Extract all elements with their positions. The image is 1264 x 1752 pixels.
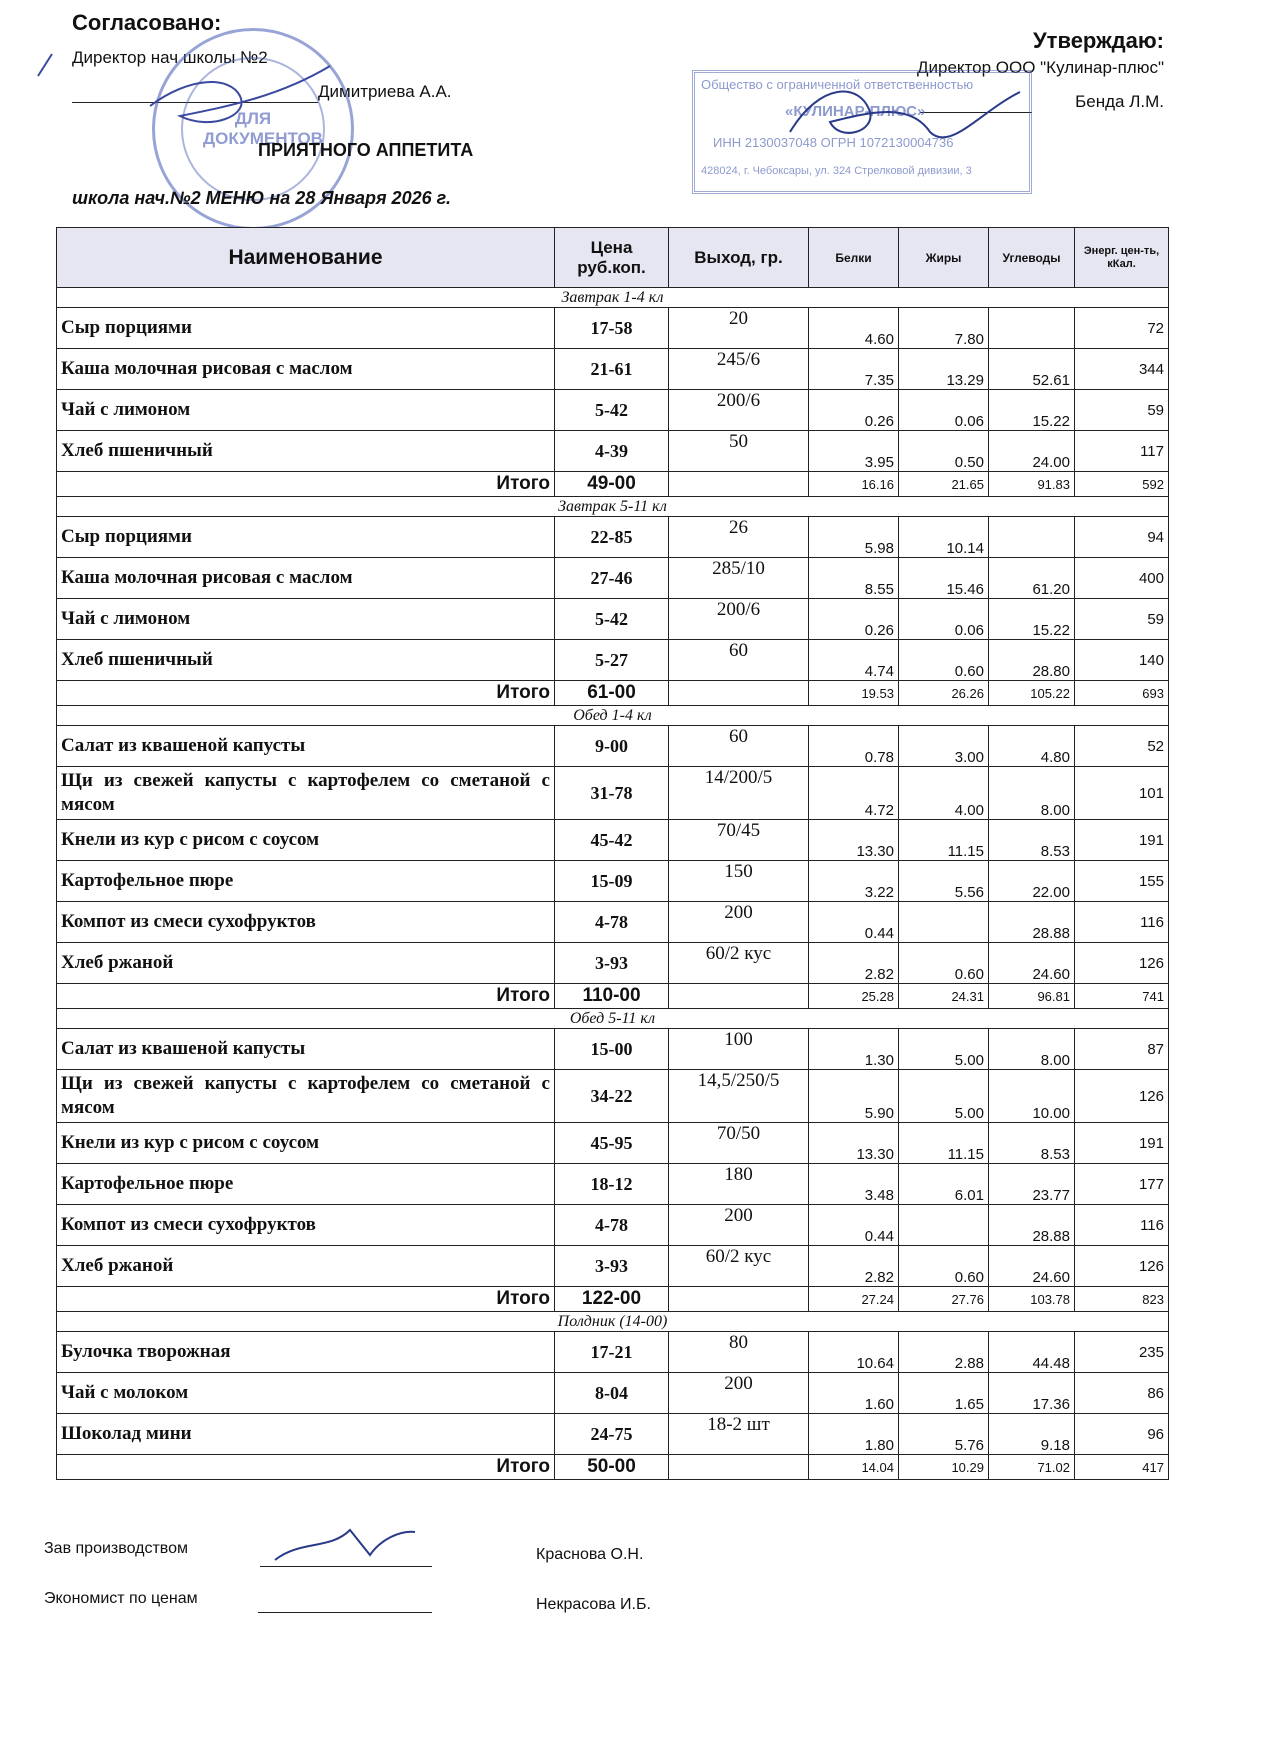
- total-label: Итого: [57, 1455, 555, 1480]
- dish-energy: 116: [1075, 1205, 1169, 1246]
- dish-name: Щи из свежей капусты с картофелем со сметаной с мясом: [57, 767, 555, 820]
- dish-fat: 0.06: [899, 390, 989, 431]
- dish-price: 17-21: [555, 1332, 669, 1373]
- dish-carbs: 28.80: [989, 640, 1075, 681]
- dish-price: 17-58: [555, 308, 669, 349]
- dish-protein: 0.44: [809, 1205, 899, 1246]
- dish-yield: 60/2 кус: [669, 1246, 809, 1287]
- section-header-row: [57, 497, 1169, 517]
- dish-protein: 1.80: [809, 1414, 899, 1455]
- header-protein: Белки: [809, 228, 899, 288]
- approve-title: Утверждаю:: [1033, 28, 1164, 53]
- dish-name: Булочка творожная: [57, 1332, 555, 1373]
- dish-carbs: 23.77: [989, 1164, 1075, 1205]
- dish-yield: 60: [669, 726, 809, 767]
- total-energy: 417: [1075, 1455, 1169, 1480]
- table-row: [57, 558, 1169, 599]
- table-header-row: [57, 228, 1169, 288]
- company-stamp-line-1: Общество с ограниченной ответственностью: [701, 77, 974, 92]
- dish-name: Щи из свежей капусты с картофелем со сметаной с мясом: [57, 1070, 555, 1123]
- dish-fat: [899, 1205, 989, 1246]
- total-carbs: 91.83: [989, 472, 1075, 497]
- dish-protein: 1.30: [809, 1029, 899, 1070]
- table-row: [57, 1332, 1169, 1373]
- dish-fat: 13.29: [899, 349, 989, 390]
- table-row: [57, 1414, 1169, 1455]
- dish-yield: 200: [669, 1205, 809, 1246]
- dish-fat: 4.00: [899, 767, 989, 820]
- total-fat: 24.31: [899, 984, 989, 1009]
- table-row: [57, 390, 1169, 431]
- dish-yield: 60: [669, 640, 809, 681]
- dish-energy: 72: [1075, 308, 1169, 349]
- total-protein: 25.28: [809, 984, 899, 1009]
- dish-carbs: [989, 517, 1075, 558]
- dish-carbs: 8.53: [989, 1123, 1075, 1164]
- dish-protein: 3.95: [809, 431, 899, 472]
- dish-energy: 140: [1075, 640, 1169, 681]
- dish-yield: 180: [669, 1164, 809, 1205]
- dish-fat: 5.00: [899, 1070, 989, 1123]
- dish-protein: 5.90: [809, 1070, 899, 1123]
- dish-price: 45-95: [555, 1123, 669, 1164]
- total-carbs: 105.22: [989, 681, 1075, 706]
- table-row: [57, 861, 1169, 902]
- dish-yield: 70/45: [669, 820, 809, 861]
- dish-price: 34-22: [555, 1070, 669, 1123]
- dish-carbs: 24.00: [989, 431, 1075, 472]
- dish-energy: 101: [1075, 767, 1169, 820]
- dish-fat: 2.88: [899, 1332, 989, 1373]
- dish-name: Картофельное пюре: [57, 861, 555, 902]
- production-label: Зав производством: [44, 1540, 188, 1557]
- total-carbs: 71.02: [989, 1455, 1075, 1480]
- header-name: Наименование: [57, 228, 555, 288]
- dish-price: 21-61: [555, 349, 669, 390]
- dish-fat: 1.65: [899, 1373, 989, 1414]
- section-title: Полдник (14-00): [57, 1312, 1169, 1332]
- total-label: Итого: [57, 472, 555, 497]
- total-price: 110-00: [555, 984, 669, 1009]
- dish-yield: 285/10: [669, 558, 809, 599]
- dish-carbs: 8.00: [989, 767, 1075, 820]
- dish-fat: 3.00: [899, 726, 989, 767]
- dish-carbs: 10.00: [989, 1070, 1075, 1123]
- dish-carbs: 61.20: [989, 558, 1075, 599]
- header-yield: Выход, гр.: [669, 228, 809, 288]
- total-row: [57, 1455, 1169, 1480]
- dish-carbs: 28.88: [989, 1205, 1075, 1246]
- dish-fat: 0.60: [899, 640, 989, 681]
- dish-name: Сыр порциями: [57, 517, 555, 558]
- total-energy: 741: [1075, 984, 1169, 1009]
- dish-price: 22-85: [555, 517, 669, 558]
- dish-price: 3-93: [555, 1246, 669, 1287]
- table-row: [57, 820, 1169, 861]
- dish-price: 15-00: [555, 1029, 669, 1070]
- dish-carbs: 24.60: [989, 1246, 1075, 1287]
- section-header-row: [57, 1009, 1169, 1029]
- dish-name: Шоколад мини: [57, 1414, 555, 1455]
- dish-fat: 0.06: [899, 599, 989, 640]
- table-row: [57, 1070, 1169, 1123]
- dish-protein: 4.74: [809, 640, 899, 681]
- dish-price: 5-42: [555, 390, 669, 431]
- dish-name: Каша молочная рисовая с маслом: [57, 349, 555, 390]
- dish-price: 24-75: [555, 1414, 669, 1455]
- dish-yield: 18-2 шт: [669, 1414, 809, 1455]
- table-row: [57, 1164, 1169, 1205]
- table-row: [57, 599, 1169, 640]
- table-row: [57, 1205, 1169, 1246]
- table-row: [57, 308, 1169, 349]
- section-title: Завтрак 5-11 кл: [57, 497, 1169, 517]
- dish-energy: 52: [1075, 726, 1169, 767]
- table-row: [57, 1029, 1169, 1070]
- menu-table: [56, 227, 1169, 1480]
- dish-yield: 200/6: [669, 599, 809, 640]
- dish-name: Компот из смеси сухофруктов: [57, 902, 555, 943]
- dish-yield: 70/50: [669, 1123, 809, 1164]
- dish-carbs: [989, 308, 1075, 349]
- dish-energy: 117: [1075, 431, 1169, 472]
- dish-price: 4-78: [555, 902, 669, 943]
- dish-energy: 86: [1075, 1373, 1169, 1414]
- total-row: [57, 984, 1169, 1009]
- total-price: 49-00: [555, 472, 669, 497]
- dish-name: Хлеб пшеничный: [57, 640, 555, 681]
- table-row: [57, 1246, 1169, 1287]
- dish-name: Кнели из кур с рисом с соусом: [57, 1123, 555, 1164]
- dish-protein: 5.98: [809, 517, 899, 558]
- agreed-title: Согласовано:: [72, 10, 222, 35]
- dish-energy: 126: [1075, 1246, 1169, 1287]
- table-row: [57, 1373, 1169, 1414]
- dish-name: Каша молочная рисовая с маслом: [57, 558, 555, 599]
- slogan: ПРИЯТНОГО АППЕТИТА: [258, 140, 474, 160]
- total-yield-empty: [669, 1287, 809, 1312]
- dish-carbs: 8.00: [989, 1029, 1075, 1070]
- dish-yield: 20: [669, 308, 809, 349]
- total-energy: 693: [1075, 681, 1169, 706]
- dish-protein: 4.60: [809, 308, 899, 349]
- dish-energy: 126: [1075, 1070, 1169, 1123]
- table-row: [57, 767, 1169, 820]
- dish-name: Чай с лимоном: [57, 599, 555, 640]
- total-label: Итого: [57, 681, 555, 706]
- dish-energy: 191: [1075, 820, 1169, 861]
- dish-yield: 200/6: [669, 390, 809, 431]
- total-row: [57, 1287, 1169, 1312]
- dish-protein: 2.82: [809, 943, 899, 984]
- dish-fat: 0.60: [899, 943, 989, 984]
- dish-fat: 0.60: [899, 1246, 989, 1287]
- dish-energy: 235: [1075, 1332, 1169, 1373]
- header-fat: Жиры: [899, 228, 989, 288]
- table-row: [57, 640, 1169, 681]
- dish-protein: 2.82: [809, 1246, 899, 1287]
- dish-price: 27-46: [555, 558, 669, 599]
- dish-name: Кнели из кур с рисом с соусом: [57, 820, 555, 861]
- dish-yield: 50: [669, 431, 809, 472]
- dish-carbs: 52.61: [989, 349, 1075, 390]
- dish-price: 18-12: [555, 1164, 669, 1205]
- total-row: [57, 681, 1169, 706]
- dish-energy: 344: [1075, 349, 1169, 390]
- total-energy: 592: [1075, 472, 1169, 497]
- dish-fat: 0.50: [899, 431, 989, 472]
- section-title: Обед 5-11 кл: [57, 1009, 1169, 1029]
- economist-label: Экономист по ценам: [44, 1590, 198, 1607]
- dish-carbs: 9.18: [989, 1414, 1075, 1455]
- dish-price: 4-78: [555, 1205, 669, 1246]
- dish-energy: 400: [1075, 558, 1169, 599]
- dish-fat: 7.80: [899, 308, 989, 349]
- dish-protein: 10.64: [809, 1332, 899, 1373]
- section-header-row: [57, 1312, 1169, 1332]
- header-energy: Энерг. цен-ть, кКал.: [1075, 228, 1169, 288]
- dish-protein: 4.72: [809, 767, 899, 820]
- dish-yield: 245/6: [669, 349, 809, 390]
- dish-energy: 87: [1075, 1029, 1169, 1070]
- dish-protein: 7.35: [809, 349, 899, 390]
- dish-carbs: 22.00: [989, 861, 1075, 902]
- header-carbs: Углеводы: [989, 228, 1075, 288]
- total-yield-empty: [669, 681, 809, 706]
- dish-carbs: 8.53: [989, 820, 1075, 861]
- company-stamp-line-4: 428024, г. Чебоксары, ул. 324 Стрелковой дивизии, 3: [701, 165, 972, 177]
- dish-yield: 80: [669, 1332, 809, 1373]
- dish-name: Компот из смеси сухофруктов: [57, 1205, 555, 1246]
- dish-fat: 11.15: [899, 1123, 989, 1164]
- dish-yield: 150: [669, 861, 809, 902]
- dish-price: 5-42: [555, 599, 669, 640]
- dish-protein: 0.78: [809, 726, 899, 767]
- dish-protein: 3.48: [809, 1164, 899, 1205]
- section-header-row: [57, 288, 1169, 308]
- dish-protein: 0.44: [809, 902, 899, 943]
- dish-yield: 60/2 кус: [669, 943, 809, 984]
- dish-price: 45-42: [555, 820, 669, 861]
- dish-carbs: 15.22: [989, 390, 1075, 431]
- dish-protein: 13.30: [809, 820, 899, 861]
- dish-energy: 191: [1075, 1123, 1169, 1164]
- agreed-position: Директор нач школы №2: [72, 48, 268, 67]
- total-label: Итого: [57, 984, 555, 1009]
- dish-protein: 8.55: [809, 558, 899, 599]
- dish-energy: 59: [1075, 390, 1169, 431]
- total-yield-empty: [669, 984, 809, 1009]
- dish-price: 9-00: [555, 726, 669, 767]
- total-fat: 10.29: [899, 1455, 989, 1480]
- menu-subtitle: школа нач.№2 МЕНЮ на 28 Января 2026 г.: [72, 188, 451, 208]
- dish-yield: 14/200/5: [669, 767, 809, 820]
- total-carbs: 103.78: [989, 1287, 1075, 1312]
- dish-name: Салат из квашеной капусты: [57, 1029, 555, 1070]
- dish-name: Сыр порциями: [57, 308, 555, 349]
- total-price: 122-00: [555, 1287, 669, 1312]
- economist-signature-line: [258, 1612, 432, 1613]
- agreed-name: Димитриева А.А.: [318, 82, 452, 101]
- dish-protein: 13.30: [809, 1123, 899, 1164]
- approve-name: Бенда Л.М.: [1075, 92, 1164, 111]
- dish-price: 8-04: [555, 1373, 669, 1414]
- dish-fat: [899, 902, 989, 943]
- dish-name: Чай с молоком: [57, 1373, 555, 1414]
- dish-protein: 0.26: [809, 599, 899, 640]
- agreed-signature: [30, 36, 350, 146]
- dish-price: 3-93: [555, 943, 669, 984]
- dish-yield: 200: [669, 902, 809, 943]
- round-stamp-text: ДЛЯ ДОКУМЕНТОВ: [203, 109, 323, 148]
- dish-price: 31-78: [555, 767, 669, 820]
- total-carbs: 96.81: [989, 984, 1075, 1009]
- dish-fat: 5.00: [899, 1029, 989, 1070]
- total-price: 50-00: [555, 1455, 669, 1480]
- production-name: Краснова О.Н.: [536, 1546, 644, 1563]
- production-signature: [270, 1520, 420, 1570]
- dish-name: Хлеб ржаной: [57, 1246, 555, 1287]
- total-label: Итого: [57, 1287, 555, 1312]
- section-title: Завтрак 1-4 кл: [57, 288, 1169, 308]
- dish-fat: 11.15: [899, 820, 989, 861]
- table-row: [57, 517, 1169, 558]
- dish-price: 5-27: [555, 640, 669, 681]
- dish-carbs: 44.48: [989, 1332, 1075, 1373]
- total-protein: 16.16: [809, 472, 899, 497]
- table-row: [57, 431, 1169, 472]
- table-row: [57, 1123, 1169, 1164]
- company-stamp-line-2: «КУЛИНАР-ПЛЮС»: [785, 103, 926, 120]
- total-fat: 21.65: [899, 472, 989, 497]
- approve-position: Директор ООО "Кулинар-плюс": [916, 58, 1164, 77]
- dish-fat: 15.46: [899, 558, 989, 599]
- total-energy: 823: [1075, 1287, 1169, 1312]
- menu-body: [57, 288, 1169, 1480]
- dish-yield: 100: [669, 1029, 809, 1070]
- total-yield-empty: [669, 472, 809, 497]
- dish-yield: 14,5/250/5: [669, 1070, 809, 1123]
- dish-energy: 96: [1075, 1414, 1169, 1455]
- dish-fat: 6.01: [899, 1164, 989, 1205]
- dish-price: 15-09: [555, 861, 669, 902]
- dish-energy: 155: [1075, 861, 1169, 902]
- total-fat: 26.26: [899, 681, 989, 706]
- dish-carbs: 4.80: [989, 726, 1075, 767]
- header-price: Цена руб.коп.: [555, 228, 669, 288]
- dish-name: Хлеб пшеничный: [57, 431, 555, 472]
- dish-name: Хлеб ржаной: [57, 943, 555, 984]
- table-row: [57, 902, 1169, 943]
- economist-name: Некрасова И.Б.: [536, 1596, 651, 1613]
- company-stamp-line-3: ИНН 2130037048 ОГРН 1072130004736: [713, 135, 954, 150]
- total-protein: 19.53: [809, 681, 899, 706]
- dish-protein: 1.60: [809, 1373, 899, 1414]
- dish-carbs: 15.22: [989, 599, 1075, 640]
- dish-fat: 5.56: [899, 861, 989, 902]
- total-yield-empty: [669, 1455, 809, 1480]
- table-row: [57, 943, 1169, 984]
- dish-energy: 126: [1075, 943, 1169, 984]
- dish-carbs: 17.36: [989, 1373, 1075, 1414]
- dish-energy: 116: [1075, 902, 1169, 943]
- dish-fat: 10.14: [899, 517, 989, 558]
- total-fat: 27.76: [899, 1287, 989, 1312]
- dish-name: Картофельное пюре: [57, 1164, 555, 1205]
- table-row: [57, 726, 1169, 767]
- dish-name: Салат из квашеной капусты: [57, 726, 555, 767]
- dish-price: 4-39: [555, 431, 669, 472]
- section-title: Обед 1-4 кл: [57, 706, 1169, 726]
- dish-energy: 59: [1075, 599, 1169, 640]
- dish-carbs: 28.88: [989, 902, 1075, 943]
- dish-protein: 0.26: [809, 390, 899, 431]
- dish-name: Чай с лимоном: [57, 390, 555, 431]
- dish-protein: 3.22: [809, 861, 899, 902]
- total-price: 61-00: [555, 681, 669, 706]
- total-protein: 27.24: [809, 1287, 899, 1312]
- section-header-row: [57, 706, 1169, 726]
- dish-energy: 94: [1075, 517, 1169, 558]
- dish-energy: 177: [1075, 1164, 1169, 1205]
- approve-signature: [780, 72, 1040, 172]
- dish-fat: 5.76: [899, 1414, 989, 1455]
- total-protein: 14.04: [809, 1455, 899, 1480]
- dish-carbs: 24.60: [989, 943, 1075, 984]
- table-row: [57, 349, 1169, 390]
- dish-yield: 200: [669, 1373, 809, 1414]
- total-row: [57, 472, 1169, 497]
- dish-yield: 26: [669, 517, 809, 558]
